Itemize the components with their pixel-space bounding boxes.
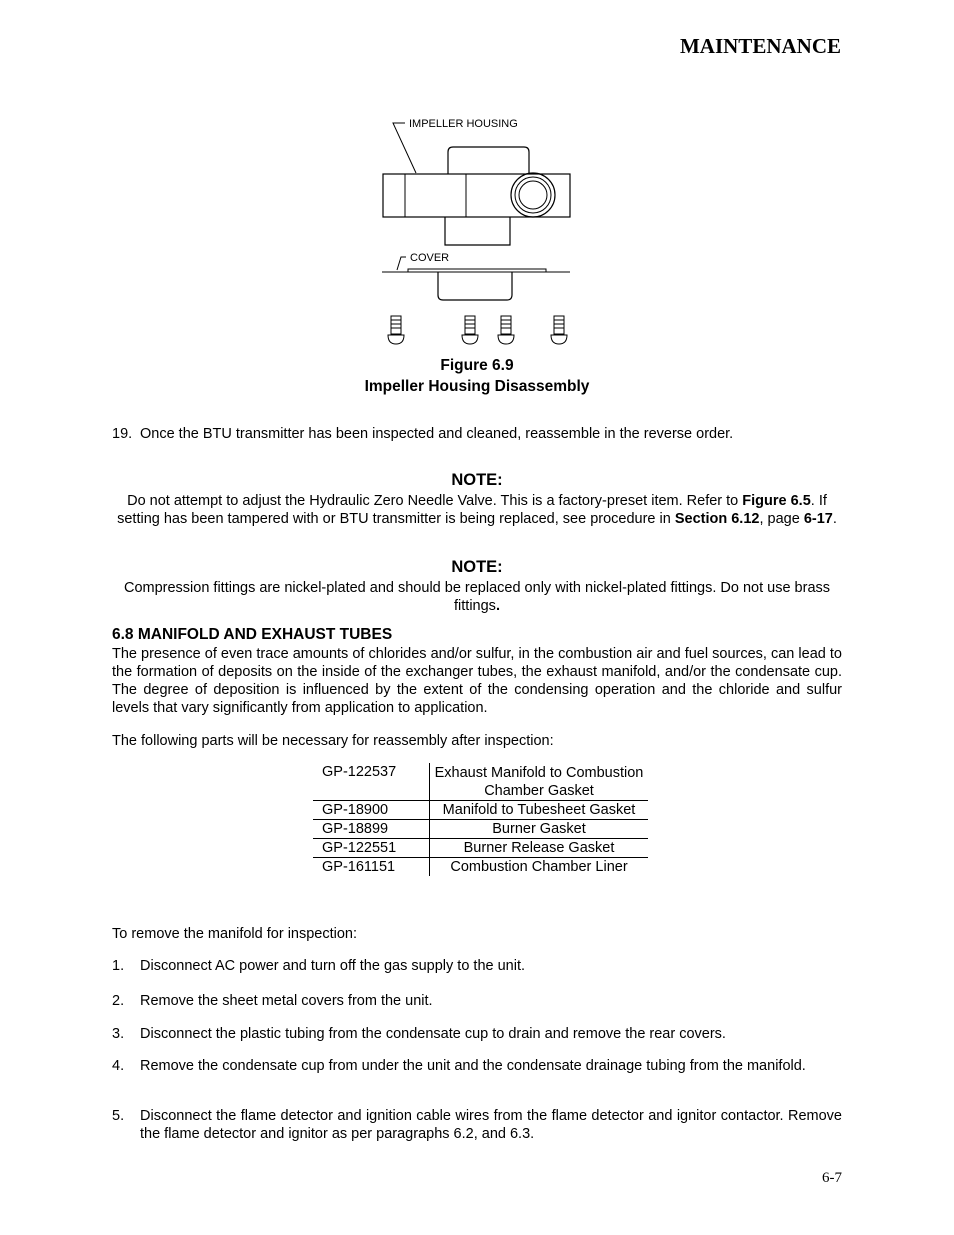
page-number: 6-7 bbox=[822, 1170, 842, 1186]
section-paragraph-1: The presence of even trace amounts of chlorides and/or sulfur, in the combustion air and fuel sources, can lead to the formation of deposits on the inside of the exchanger tubes, the exhaust manifold, and/or the condensate cup. The degree of deposition is influenced by the extent of the condensing operation and the chloride and sulfur levels that vary significantly from application to application. bbox=[112, 646, 842, 716]
note-text: . bbox=[832, 511, 837, 527]
page-ref: 6-17 bbox=[803, 511, 833, 527]
step-text: Disconnect the flame detector and ignition cable wires from the flame detector and ignitor contactor. Remove the flame detector and ignitor as per paragraphs 6.2, and 6.3. bbox=[140, 1108, 842, 1142]
screw-3 bbox=[498, 316, 514, 344]
step-number: 3. bbox=[112, 1026, 125, 1042]
figure-caption-number: Figure 6.9 bbox=[440, 357, 514, 374]
part-number: GP-18900 bbox=[313, 801, 430, 820]
part-number: GP-161151 bbox=[322, 859, 396, 875]
note-text: Do not attempt to adjust the Hydraulic Zero Needle Valve. This is a factory-preset item. Refer to bbox=[127, 493, 743, 509]
screw-2 bbox=[462, 316, 478, 344]
step-number: 19. bbox=[112, 426, 133, 442]
figure-caption-title: Impeller Housing Disassembly bbox=[364, 378, 590, 395]
step-text: Once the BTU transmitter has been inspected and cleaned, reassemble in the reverse order. bbox=[140, 426, 734, 442]
step-text: Remove the sheet metal covers from the unit. bbox=[140, 993, 433, 1009]
note-text-bold: . bbox=[495, 598, 500, 614]
step-3 bbox=[112, 1025, 842, 1043]
note-heading-2: NOTE: bbox=[451, 558, 503, 576]
screw-4 bbox=[551, 316, 567, 344]
part-number: GP-18899 bbox=[313, 820, 430, 839]
screw-1 bbox=[388, 316, 404, 344]
part-description: Burner Gasket bbox=[430, 820, 649, 839]
section-paragraph-2: The following parts will be necessary for reassembly after inspection: bbox=[112, 733, 554, 749]
figure-ref: Figure 6.5 bbox=[742, 493, 811, 509]
note-heading-1: NOTE: bbox=[451, 471, 503, 489]
part-description: Combustion Chamber Liner bbox=[430, 858, 649, 877]
table-row bbox=[313, 839, 648, 858]
part-description: Burner Release Gasket bbox=[430, 839, 649, 858]
table-row bbox=[313, 763, 648, 801]
cover-label: COVER bbox=[410, 252, 450, 264]
impeller-housing-diagram bbox=[370, 110, 590, 360]
step-number: 4. bbox=[112, 1058, 125, 1074]
note-text: . If setting has been tampered with or BTU transmitter is being replaced, see procedure in bbox=[117, 493, 827, 527]
part-description: Manifold to Tubesheet Gasket bbox=[430, 801, 649, 820]
step-number: 5. bbox=[112, 1108, 125, 1124]
step-1 bbox=[112, 957, 842, 975]
section-ref: Section 6.12 bbox=[674, 511, 760, 527]
step-text: Remove the condensate cup from under the unit and the condensate drainage tubing from the manifold. bbox=[140, 1058, 806, 1074]
part-number: GP-122537 bbox=[313, 763, 430, 801]
step-19 bbox=[112, 425, 842, 443]
part-number: GP-122551 bbox=[313, 839, 430, 858]
parts-table bbox=[313, 763, 648, 876]
step-number: 1. bbox=[112, 958, 125, 974]
table-row bbox=[313, 858, 648, 877]
step-4 bbox=[112, 1057, 842, 1075]
remove-intro: To remove the manifold for inspection: bbox=[112, 926, 358, 942]
step-5 bbox=[112, 1107, 842, 1143]
step-text: Disconnect AC power and turn off the gas supply to the unit. bbox=[140, 958, 526, 974]
note-text: , page bbox=[759, 511, 804, 527]
step-number: 2. bbox=[112, 993, 125, 1009]
section-heading: 6.8 MANIFOLD AND EXHAUST TUBES bbox=[112, 626, 393, 643]
note-body-1 bbox=[115, 492, 839, 528]
note-body-2 bbox=[115, 579, 839, 615]
part-description: Exhaust Manifold to Combustion Chamber Gasket bbox=[430, 763, 649, 801]
impeller-housing-label: IMPELLER HOUSING bbox=[409, 118, 518, 130]
note-text: Compression fittings are nickel-plated and should be replaced only with nickel-plated fittings. Do not use brass fittings bbox=[123, 580, 831, 614]
page-header-title: MAINTENANCE bbox=[679, 34, 841, 58]
step-2 bbox=[112, 992, 842, 1010]
step-text: Disconnect the plastic tubing from the condensate cup to drain and remove the rear covers. bbox=[140, 1026, 726, 1042]
table-row bbox=[313, 801, 648, 820]
table-row bbox=[313, 820, 648, 839]
